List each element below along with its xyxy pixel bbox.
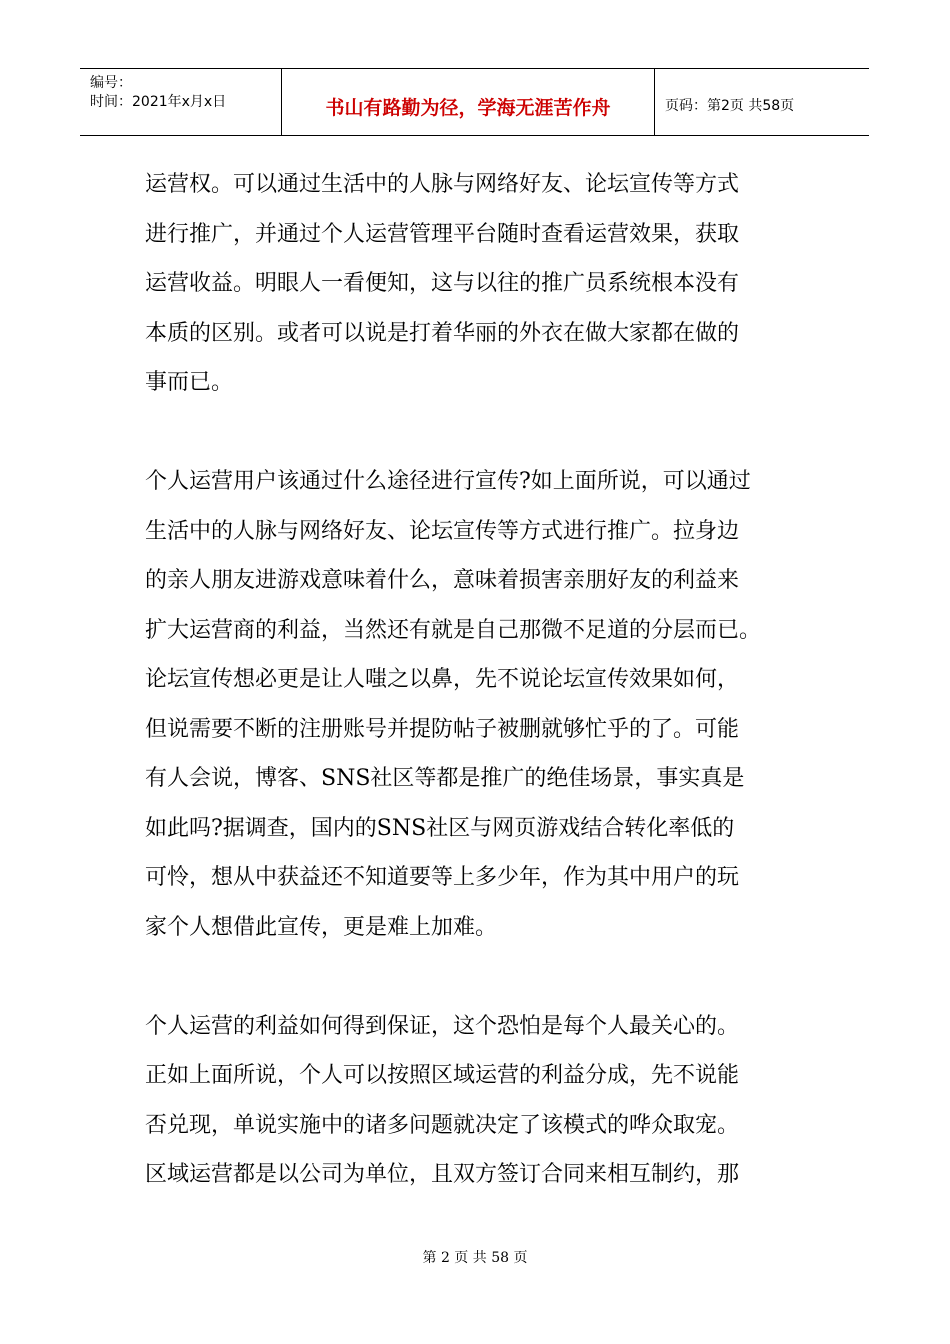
header-page-info: 页码：第2页 共58页 [665, 98, 795, 114]
text-line: 个人运营的利益如何得到保证，这个恐怕是每个人最关心的。 [145, 1013, 740, 1039]
text-line: 家个人想借此宣传，更是难上加难。 [145, 914, 498, 940]
text-line: 事而已。 [145, 370, 234, 395]
text-line: 正如上面所说，个人可以按照区域运营的利益分成，先不说能 [145, 1063, 740, 1088]
text-line: 运营收益。明眼人一看便知，这与以往的推广员系统根本没有 [145, 271, 740, 296]
text-line: 本质的区别。或者可以说是打着华丽的外衣在做大家都在做的 [145, 320, 740, 346]
text-line: 进行推广，并通过个人运营管理平台随时查看运营效果，获取 [145, 221, 740, 247]
text-line: 扩大运营商的利益，当然还有就是自己那微不足道的分层而已。 [145, 617, 762, 643]
date-label: 时间：2021年x月x日 [90, 94, 227, 110]
paragraph [145, 457, 835, 952]
page-footer: 第 2 页 共 58 页 [422, 1250, 528, 1266]
header-motto-cell [282, 69, 655, 135]
text-line: 的亲人朋友进游戏意味着什么，意味着损害亲朋好友的利益来 [145, 568, 740, 593]
header-meta-cell [80, 69, 282, 135]
header-motto: 书山有路勤为径，学海无涯苦作舟 [325, 97, 611, 119]
text-line: 有人会说，博客、SNS社区等都是推广的绝佳场景，事实真是 [145, 766, 745, 791]
text-line: 运营权。可以通过生活中的人脉与网络好友、论坛宣传等方式 [145, 172, 740, 197]
paragraph-gap [145, 952, 835, 1002]
text-line: 生活中的人脉与网络好友、论坛宣传等方式进行推广。拉身边 [145, 518, 740, 544]
paragraph-gap [145, 408, 835, 458]
paragraph [145, 160, 835, 408]
paragraph [145, 1002, 835, 1200]
text-line: 但说需要不断的注册账号并提防帖子被删就够忙乎的了。可能 [145, 716, 740, 742]
text-line: 如此吗?据调查，国内的SNS社区与网页游戏结合转化率低的 [145, 815, 735, 841]
document-header [80, 68, 869, 136]
text-line: 个人运营用户该通过什么途径进行宣传?如上面所说，可以通过 [145, 469, 751, 494]
document-body [145, 160, 835, 1200]
header-page-cell [655, 69, 869, 135]
text-line: 论坛宣传想必更是让人嗤之以鼻，先不说论坛宣传效果如何， [145, 667, 740, 692]
text-line: 区域运营都是以公司为单位，且双方签订合同来相互制约，那 [145, 1162, 740, 1187]
text-line: 否兑现，单说实施中的诸多问题就决定了该模式的哗众取宠。 [145, 1112, 740, 1138]
serial-number-label: 编号： [90, 75, 132, 91]
text-line: 可怜，想从中获益还不知道要等上多少年，作为其中用户的玩 [145, 865, 740, 890]
